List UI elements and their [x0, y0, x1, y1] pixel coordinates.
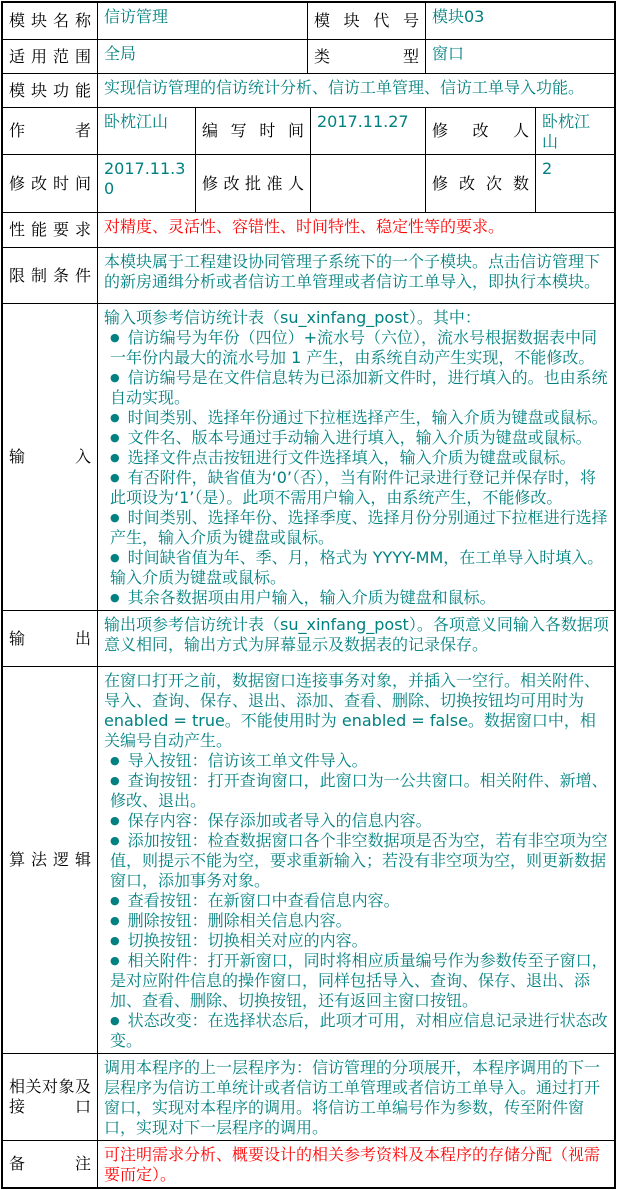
bullet-icon: ●: [110, 774, 120, 787]
modify-time-label-cell: [3, 155, 98, 212]
bullet-icon: ●: [110, 934, 120, 947]
bullet-icon: ●: [110, 331, 120, 344]
algorithm-label: 算法逻辑: [9, 850, 91, 869]
row-input: [3, 304, 614, 611]
remark-label: 备注: [9, 1154, 91, 1173]
algorithm-bullet-text: 切换按钮：切换相关对应的内容。: [127, 931, 368, 950]
list-item: [110, 811, 609, 831]
author-label: 作者: [9, 121, 91, 140]
input-bullet-text: 选择文件点击按钮进行文件选择填入，输入介质为键盘或鼠标。: [127, 448, 576, 467]
modify-time-value: 2017.11.30: [98, 155, 196, 212]
remark-value: 可注明需求分析、概要设计的相关参考资料及本程序的存储分配（视需要而定）。: [104, 1145, 601, 1184]
bullet-icon: ●: [110, 591, 120, 604]
list-item: [110, 448, 609, 468]
function-value: 实现信访管理的信访统计分析、信访工单管理、信访工单导入功能。: [104, 78, 585, 97]
list-item: [110, 328, 609, 368]
algorithm-bullet-text: 相关附件：打开新窗口，同时将相应质量编号作为参数传至子窗口，是对应附件信息的操作窗口，同样包括导入、查询、保存、退出、添加、查看、删除、切换按钮，还有返回主窗口按钮。: [110, 951, 608, 1010]
write-time-label: 编写时间: [202, 121, 304, 140]
scope-label: 适用范围: [9, 46, 91, 66]
row-performance: [3, 213, 614, 248]
module-code-value: 模块03: [432, 7, 485, 26]
modify-time-label: 修改时间: [9, 173, 91, 193]
related-label-cell: [3, 1054, 98, 1140]
row-scope: [3, 40, 614, 74]
input-bullet-text: 其余各数据项由用户输入，输入介质为键盘和鼠标。: [127, 588, 496, 607]
modify-count-label: 修改次数: [432, 173, 529, 193]
algorithm-bullet-text: 查询按钮：打开查询窗口，此窗口为一公共窗口。相关附件、新增、修改、退出。: [110, 771, 608, 810]
input-intro: 输入项参考信访统计表（su_xinfang_post）。其中：: [104, 308, 481, 327]
module-spec-table: [1, 1, 616, 1189]
author-label-cell: [3, 108, 98, 154]
related-value: 调用本程序的上一层程序为：信访管理的分项展开，本程序调用的下一层程序为信访工单统计或者信访工单管理或者信访工单导入。通过打开窗口，实现对本程序的调用。将信访工单编号作为参数，传至附件窗口，实现对下一层程序的调用。: [104, 1058, 601, 1137]
list-item: [110, 891, 609, 911]
algorithm-bullet-text: 状态改变：在选择状态后，此项才可用，对相应信息记录进行状态改变。: [110, 1011, 608, 1050]
algorithm-bullet-text: 查看按钮：在新窗口中查看信息内容。: [127, 891, 400, 910]
type-label-cell: [308, 40, 426, 73]
modify-count-value: 2: [542, 159, 553, 178]
bullet-icon: ●: [110, 511, 120, 524]
modify-approver-label-cell: [196, 155, 311, 212]
input-bullet-text: 信访编号是在文件信息转为已添加新文件时，进行填入的。也由系统自动实现。: [110, 368, 608, 407]
input-bullet-text: 时间类别、选择年份、选择季度、选择月份分别通过下拉框进行选择产生，输入介质为键盘或鼠标。: [110, 508, 608, 547]
algorithm-bullet-text: 保存内容：保存添加或者导入的信息内容。: [127, 811, 432, 830]
algorithm-intro: 在窗口打开之前，数据窗口连接事务对象，并插入一空行。相关附件、导入、查询、保存、退出、添加、查看、删除、切换按钮均可用时为 enabled = true。不能使用时为 enabled = false。数据窗口中，相关编号自动产生。: [104, 671, 601, 750]
input-bullet-text: 信访编号为年份（四位）+流水号（六位），流水号根据数据表中同一年份内最大的流水号加 1 产生，由系统自动产生实现，不能修改。: [110, 328, 598, 367]
algorithm-bullet-text: 添加按钮：检查数据窗口各个非空数据项是否为空，若有非空项为空值，则提示不能为空，要求重新输入；若没有非空项为空，则更新数据窗口，添加事务对象。: [110, 831, 608, 890]
bullet-icon: ●: [110, 1014, 120, 1027]
module-name-value: 信访管理: [98, 3, 308, 39]
row-output: [3, 611, 614, 667]
algorithm-bullet-text: 删除按钮：删除相关信息内容。: [127, 911, 352, 930]
scope-label-cell: [3, 40, 98, 73]
type-value: 窗口: [432, 44, 465, 63]
row-author: [3, 108, 614, 155]
author-value: 卧枕江山: [98, 108, 196, 154]
performance-label-cell: [3, 213, 98, 247]
output-label: 输出: [9, 628, 91, 648]
bullet-icon: ●: [110, 914, 120, 927]
performance-value: 对精度、灵活性、容错性、时间特性、稳定性等的要求。: [104, 217, 505, 236]
related-label: 相关对象及接口: [9, 1077, 91, 1116]
module-code-label-cell: [308, 3, 426, 39]
row-module-name: [3, 3, 614, 40]
input-bullet-text: 有否附件，缺省值为‘0’（否），当有附件记录进行登记并保存时，将此项设为‘1’（是）。此项不需用户输入，由系统产生，不能修改。: [110, 468, 596, 507]
bullet-icon: ●: [110, 754, 120, 767]
list-item: [110, 428, 609, 448]
input-bullet-text: 时间类别、选择年份通过下拉框选择产生，输入介质为键盘或鼠标。: [127, 408, 608, 427]
constraints-label-cell: [3, 248, 98, 303]
input-content: [98, 304, 614, 610]
list-item: [110, 751, 609, 771]
bullet-icon: ●: [110, 551, 120, 564]
module-code-label: 模块代号: [314, 11, 419, 30]
list-item: [110, 468, 609, 508]
bullet-icon: ●: [110, 431, 120, 444]
row-related: [3, 1054, 614, 1141]
bullet-icon: ●: [110, 371, 120, 384]
list-item: [110, 588, 609, 608]
remark-label-cell: [3, 1141, 98, 1187]
algorithm-content: [98, 667, 614, 1053]
list-item: [110, 548, 609, 588]
bullet-icon: ●: [110, 411, 120, 424]
input-label-cell: [3, 304, 98, 610]
list-item: [110, 951, 609, 1011]
performance-label: 性能要求: [9, 220, 91, 239]
bullet-icon: ●: [110, 451, 120, 464]
list-item: [110, 368, 609, 408]
constraints-label: 限制条件: [9, 265, 91, 285]
write-time-value: 2017.11.27: [311, 108, 426, 154]
bullet-icon: ●: [110, 834, 120, 847]
output-value: 输出项参考信访统计表（su_xinfang_post）。各项意义同输入各数据项意义相同，输出方式为屏幕显示及数据表的记录保存。: [104, 615, 609, 654]
row-constraints: [3, 248, 614, 304]
input-label: 输入: [9, 447, 91, 466]
list-item: [110, 508, 609, 548]
bullet-icon: ●: [110, 954, 120, 967]
module-name-label-cell: [3, 3, 98, 39]
algorithm-bullet-text: 导入按钮：信访该工单文件导入。: [127, 751, 368, 770]
list-item: [110, 1011, 609, 1051]
modify-approver-value: [311, 155, 426, 212]
list-item: [110, 771, 609, 811]
list-item: [110, 911, 609, 931]
list-item: [110, 931, 609, 951]
list-item: [110, 408, 609, 428]
algorithm-label-cell: [3, 667, 98, 1053]
module-name-label: 模块名称: [9, 11, 91, 30]
modify-count-label-cell: [426, 155, 536, 212]
row-algorithm: [3, 667, 614, 1054]
function-label-cell: [3, 74, 98, 107]
scope-value: 全局: [98, 40, 308, 73]
modifier-label: 修改人: [432, 121, 529, 140]
modify-approver-label: 修改批准人: [202, 173, 304, 193]
bullet-icon: ●: [110, 894, 120, 907]
output-label-cell: [3, 611, 98, 666]
input-bullet-text: 时间缺省值为年、季、月，格式为 YYYY-MM，在工单导入时填入。输入介质为键盘或鼠标。: [110, 548, 604, 587]
row-modify-time: [3, 155, 614, 213]
type-label: 类型: [314, 46, 419, 66]
row-remark: [3, 1141, 614, 1187]
bullet-icon: ●: [110, 471, 120, 484]
modifier-value: 卧枕江山: [542, 112, 591, 151]
constraints-value: 本模块属于工程建设协同管理子系统下的一个子模块。点击信访管理下的新房通缉分析或者信访工单管理或者信访工单导入，即执行本模块。: [104, 252, 601, 291]
bullet-icon: ●: [110, 814, 120, 827]
function-label: 模块功能: [9, 80, 91, 100]
modifier-label-cell: [426, 108, 536, 154]
write-time-label-cell: [196, 108, 311, 154]
input-bullet-text: 文件名、版本号通过手动输入进行填入，输入介质为键盘或鼠标。: [127, 428, 592, 447]
row-function: [3, 74, 614, 108]
list-item: [110, 831, 609, 891]
